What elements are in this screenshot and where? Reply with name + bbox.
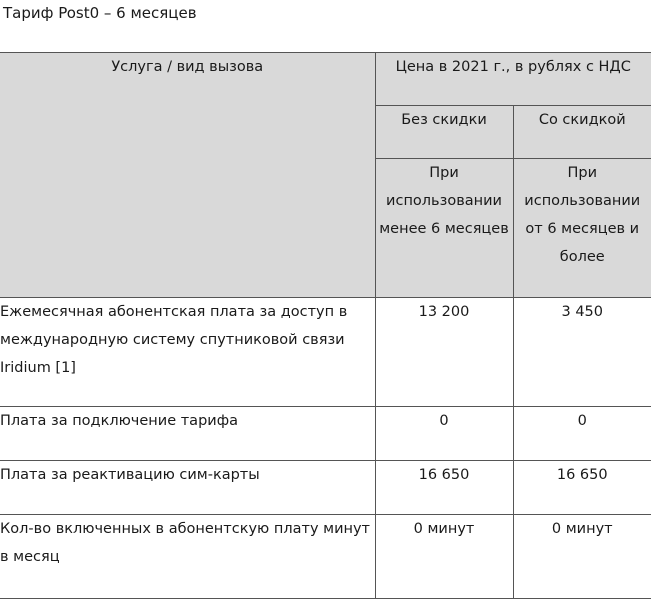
- row-service: Кол-во включенных в абонентскую плату минут в месяц: [0, 515, 375, 599]
- table-row: [0, 461, 651, 515]
- row-price-no-discount: 0: [375, 407, 513, 461]
- row-price-with-discount: 16 650: [513, 461, 651, 515]
- header-no-discount: Без скидки: [375, 106, 513, 159]
- row-price-with-discount: 3 450: [513, 298, 651, 407]
- table-row: [0, 407, 651, 461]
- row-price-with-discount: 0: [513, 407, 651, 461]
- header-service: Услуга / вид вызова: [0, 53, 375, 298]
- row-price-with-discount: 0 минут: [513, 515, 651, 599]
- row-service: Плата за подключение тарифа: [0, 407, 375, 461]
- table-row: [0, 298, 651, 407]
- row-price-no-discount: 16 650: [375, 461, 513, 515]
- table-row: [0, 515, 651, 599]
- row-service: Плата за реактивацию сим-карты: [0, 461, 375, 515]
- header-price: Цена в 2021 г., в рублях с НДС: [375, 53, 651, 106]
- header-with-discount: Со скидкой: [513, 106, 651, 159]
- header-with-discount-note: При использовании от 6 месяцев и более: [513, 159, 651, 298]
- page-title: Тариф Post0 – 6 месяцев: [3, 4, 197, 22]
- tariff-table: [0, 52, 651, 599]
- row-price-no-discount: 13 200: [375, 298, 513, 407]
- row-service: Ежемесячная абонентская плата за доступ в международную систему спутниковой связи Iridium [1]: [0, 298, 375, 407]
- header-no-discount-note: При использовании менее 6 месяцев: [375, 159, 513, 298]
- row-price-no-discount: 0 минут: [375, 515, 513, 599]
